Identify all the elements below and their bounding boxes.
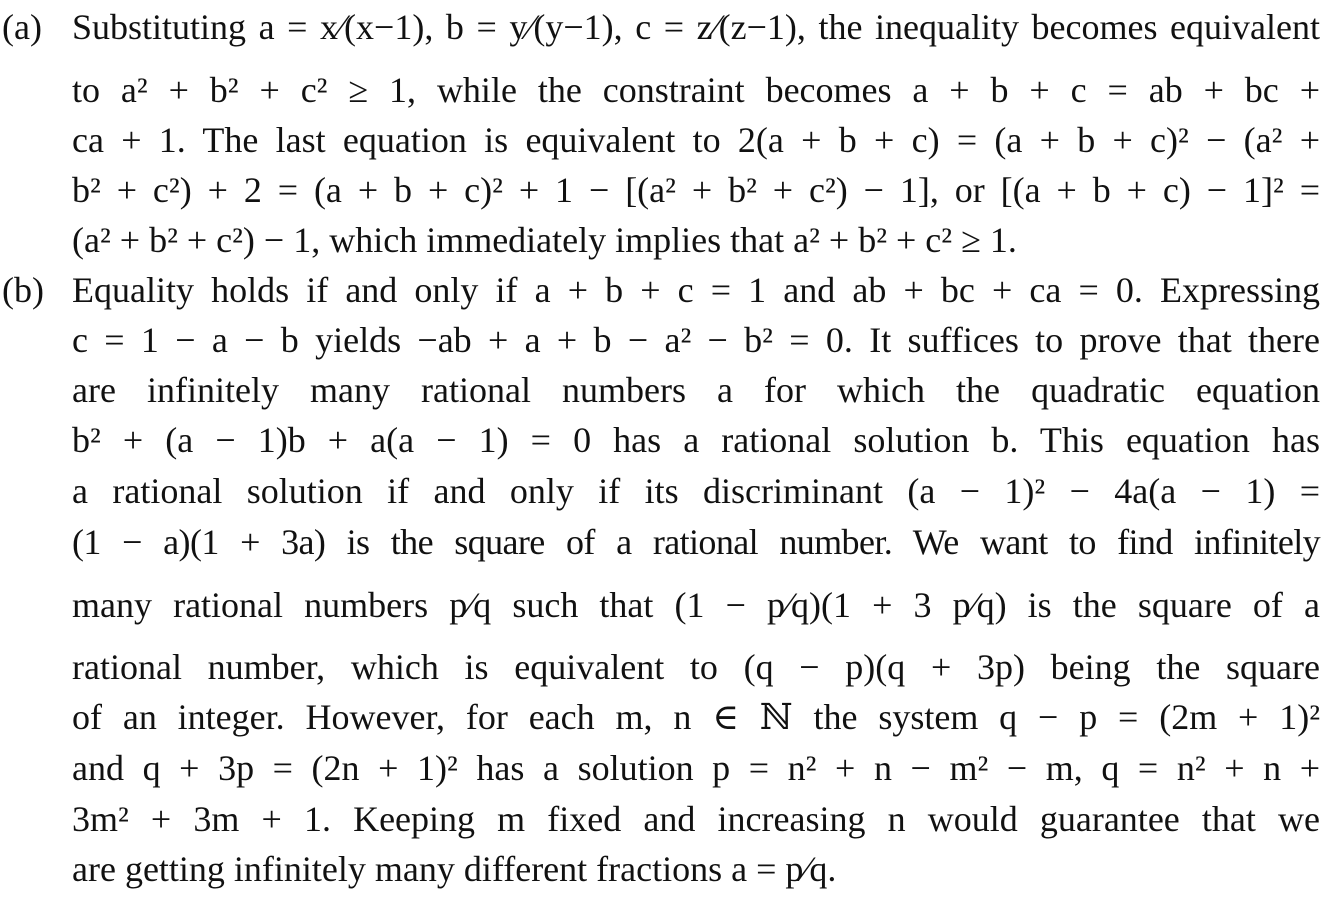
part-b-line-3: are infinitely many rational numbers a for which the quadratic equation xyxy=(72,370,1320,410)
part-a-line-5: (a² + b² + c²) − 1, which immediately implies that a² + b² + c² ≥ 1. xyxy=(72,220,1017,260)
part-b-line-6: (1 − a)(1 + 3a) is the square of a rational number. We want to find infinitely xyxy=(72,522,1320,562)
part-b-line-1: Equality holds if and only if a + b + c = 1 and ab + bc + ca = 0. Expressing xyxy=(72,270,1320,310)
part-b-line-2: c = 1 − a − b yields −ab + a + b − a² − b² = 0. It suffices to prove that there xyxy=(72,320,1320,360)
part-a-line-3: ca + 1. The last equation is equivalent to 2(a + b + c) = (a + b + c)² − (a² + xyxy=(72,120,1320,160)
part-a-line-1: Substituting a = x⁄(x−1), b = y⁄(y−1), c = z⁄(z−1), the inequality becomes equivalent xyxy=(72,7,1320,47)
part-b-line-8: rational number, which is equivalent to (q − p)(q + 3p) being the square xyxy=(72,647,1320,687)
part-b-line-10: and q + 3p = (2n + 1)² has a solution p = n² + n − m² − m, q = n² + n + xyxy=(72,748,1320,788)
part-a-line-2: to a² + b² + c² ≥ 1, while the constraint becomes a + b + c = ab + bc + xyxy=(72,70,1320,110)
part-b-line-11: 3m² + 3m + 1. Keeping m fixed and increasing n would guarantee that we xyxy=(72,799,1320,839)
part-b-line-7: many rational numbers p⁄q such that (1 − p⁄q)(1 + 3 p⁄q) is the square of a xyxy=(72,585,1320,625)
part-b-label: (b) xyxy=(2,270,44,310)
part-a-label: (a) xyxy=(2,7,42,47)
part-b-line-9: of an integer. However, for each m, n ∈ ℕ the system q − p = (2m + 1)² xyxy=(72,697,1320,737)
part-b-line-4: b² + (a − 1)b + a(a − 1) = 0 has a rational solution b. This equation has xyxy=(72,420,1320,460)
part-b-line-5: a rational solution if and only if its discriminant (a − 1)² − 4a(a − 1) = xyxy=(72,471,1320,511)
part-b-line-12: are getting infinitely many different fractions a = p⁄q. xyxy=(72,849,837,889)
part-a-line-4: b² + c²) + 2 = (a + b + c)² + 1 − [(a² + b² + c²) − 1], or [(a + b + c) − 1]² = xyxy=(72,170,1320,210)
